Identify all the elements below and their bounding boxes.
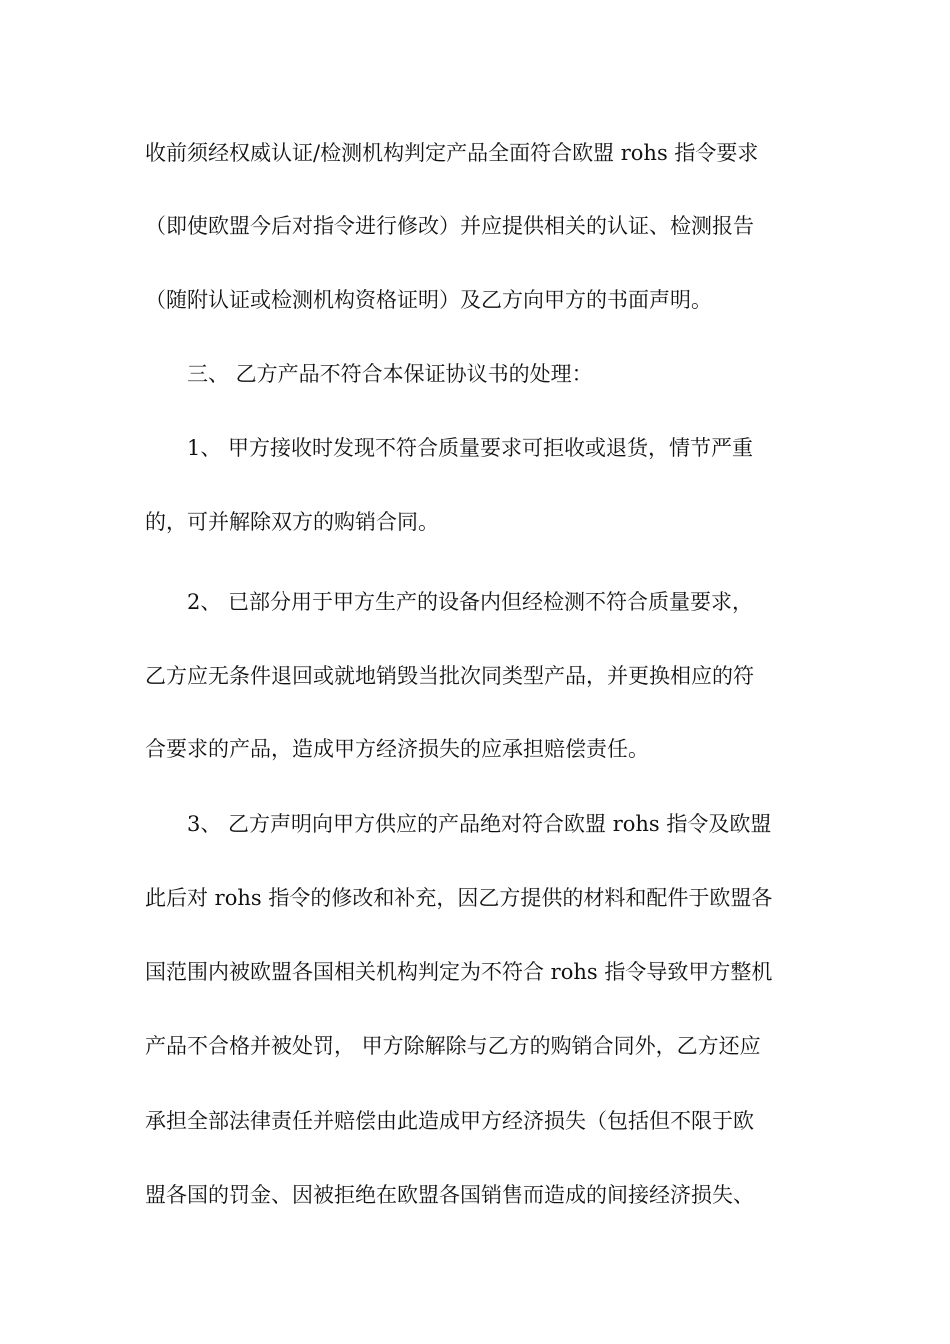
text-line: （即使欧盟今后对指令进行修改）并应提供相关的认证、检测报告 bbox=[145, 214, 754, 238]
text-line: 盟各国的罚金、因被拒绝在欧盟各国销售而造成的间接经济损失、 bbox=[145, 1183, 754, 1207]
text-line: 合要求的产品，造成甲方经济损失的应承担赔偿责任。 bbox=[145, 737, 649, 761]
text-line: 的，可并解除双方的购销合同。 bbox=[145, 510, 439, 534]
text-line: 承担全部法律责任并赔偿由此造成甲方经济损失（包括但不限于欧 bbox=[145, 1109, 754, 1133]
section-heading: 三、 乙方产品不符合本保证协议书的处理： bbox=[187, 362, 593, 386]
text-line: （随附认证或检测机构资格证明）及乙方向甲方的书面声明。 bbox=[145, 288, 712, 312]
text-line: 国范围内被欧盟各国相关机构判定为不符合 rohs 指令导致甲方整机 bbox=[145, 960, 773, 984]
text-line: 此后对 rohs 指令的修改和补充，因乙方提供的材料和配件于欧盟各 bbox=[145, 886, 773, 910]
clause-2-text: 2、 已部分用于甲方生产的设备内但经检测不符合质量要求， bbox=[187, 590, 754, 614]
clause-3-text: 3、 乙方声明向甲方供应的产品绝对符合欧盟 rohs 指令及欧盟 bbox=[187, 812, 772, 836]
text-line: 收前须经权威认证/检测机构判定产品全面符合欧盟 rohs 指令要求 bbox=[145, 141, 759, 165]
text-line: 乙方应无条件退回或就地销毁当批次同类型产品，并更换相应的符 bbox=[145, 664, 754, 688]
text-line: 产品不合格并被处罚， 甲方除解除与乙方的购销合同外，乙方还应 bbox=[145, 1034, 761, 1058]
clause-1-text: 1、 甲方接收时发现不符合质量要求可拒收或退货，情节严重 bbox=[187, 436, 754, 460]
